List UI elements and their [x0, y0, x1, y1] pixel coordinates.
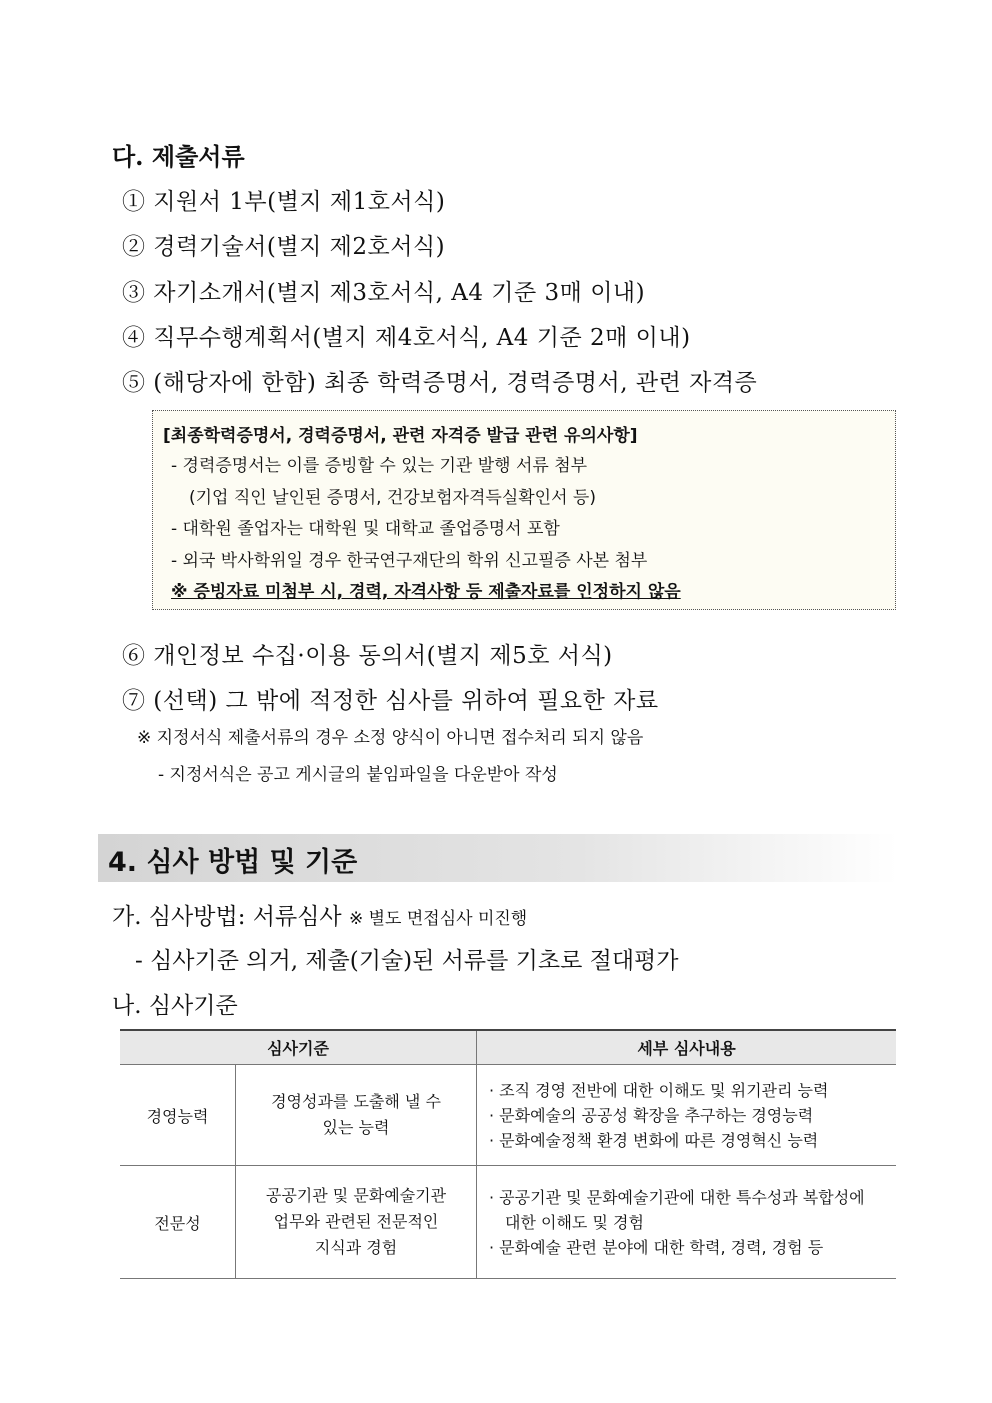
notice-heading: [최종학력증명서, 경력증명서, 관련 자격증 발급 관련 유의사항]: [163, 426, 638, 446]
format-subnote: - 지정서식은 공고 게시글의 붙임파일을 다운받아 작성: [158, 765, 558, 785]
criteria-category: 경영능력: [120, 1065, 236, 1166]
criteria-details: [477, 1065, 897, 1166]
criteria-description-line: 있는 능력: [322, 1118, 390, 1137]
notice-line: - 경력증명서는 이를 증빙할 수 있는 기관 발행 서류 첨부: [171, 456, 588, 476]
criteria-description-line: 지식과 경험: [314, 1238, 398, 1257]
criteria-description-line: 공공기관 및 문화예술기관: [265, 1186, 447, 1205]
criteria-table: [120, 1029, 896, 1279]
table-row: [120, 1166, 896, 1279]
criteria-detail-item: 대한 이해도 및 경험: [505, 1212, 644, 1232]
submission-item-2: ② 경력기술서(별지 제2호서식): [122, 234, 446, 260]
criteria-detail-item: · 조직 경영 전반에 대한 이해도 및 위기관리 능력: [489, 1080, 829, 1100]
notice-line: (기업 직인 날인된 증명서, 건강보험자격득실확인서 등): [189, 488, 596, 508]
criteria-detail-item: · 공공기관 및 문화예술기관에 대한 특수성과 복합성에: [489, 1187, 865, 1207]
submission-item-6: ⑥ 개인정보 수집·이용 동의서(별지 제5호 서식): [122, 643, 613, 669]
review-criteria-label: 나. 심사기준: [112, 993, 238, 1019]
criteria-detail-item: · 문화예술의 공공성 확장을 추구하는 경영능력: [489, 1105, 814, 1125]
criteria-details: [477, 1166, 897, 1279]
notice-line: - 외국 박사학위일 경우 한국연구재단의 학위 신고필증 사본 첨부: [171, 551, 648, 571]
submission-item-3: ③ 자기소개서(별지 제3호서식, A4 기준 3매 이내): [122, 280, 646, 306]
review-method-detail: - 심사기준 의거, 제출(기술)된 서류를 기초로 절대평가: [135, 948, 679, 974]
criteria-description-line: 업무와 관련된 전문적인: [273, 1212, 439, 1231]
review-method-label: 가. 심사방법: 서류심사: [112, 904, 342, 930]
review-method-note: ※ 별도 면접심사 미진행: [348, 909, 528, 929]
criteria-description: [236, 1065, 477, 1166]
submission-item-7: ⑦ (선택) 그 밖에 적정한 심사를 위하여 필요한 자료: [122, 688, 659, 714]
review-method: [112, 898, 527, 931]
criteria-description-line: 경영성과를 도출해 낼 수: [271, 1092, 441, 1111]
submission-item-1: ① 지원서 1부(별지 제1호서식): [122, 189, 446, 215]
section-title-submission: 다. 제출서류: [112, 142, 245, 171]
criteria-detail-item: · 문화예술정책 환경 변화에 따른 경영혁신 능력: [489, 1130, 819, 1150]
notice-box: [152, 410, 896, 610]
notice-warning: ※ 증빙자료 미첨부 시, 경력, 자격사항 등 제출자료를 인정하지 않음: [171, 582, 681, 602]
section-4-header: [98, 834, 898, 882]
submission-item-5: ⑤ (해당자에 한함) 최종 학력증명서, 경력증명서, 관련 자격증: [122, 370, 758, 396]
table-row: [120, 1065, 896, 1166]
section-4-title: 4. 심사 방법 및 기준: [108, 847, 358, 878]
criteria-category: 전문성: [120, 1166, 236, 1279]
criteria-detail-item: · 문화예술 관련 분야에 대한 학력, 경력, 경험 등: [489, 1237, 824, 1257]
submission-item-4: ④ 직무수행계획서(별지 제4호서식, A4 기준 2매 이내): [122, 325, 691, 351]
notice-line: - 대학원 졸업자는 대학원 및 대학교 졸업증명서 포함: [171, 519, 560, 539]
table-header-details: 세부 심사내용: [477, 1030, 897, 1065]
table-header-criteria: 심사기준: [120, 1030, 477, 1065]
table-header-row: [120, 1030, 896, 1065]
criteria-description: [236, 1166, 477, 1279]
format-note: ※ 지정서식 제출서류의 경우 소정 양식이 아니면 접수처리 되지 않음: [137, 728, 644, 748]
